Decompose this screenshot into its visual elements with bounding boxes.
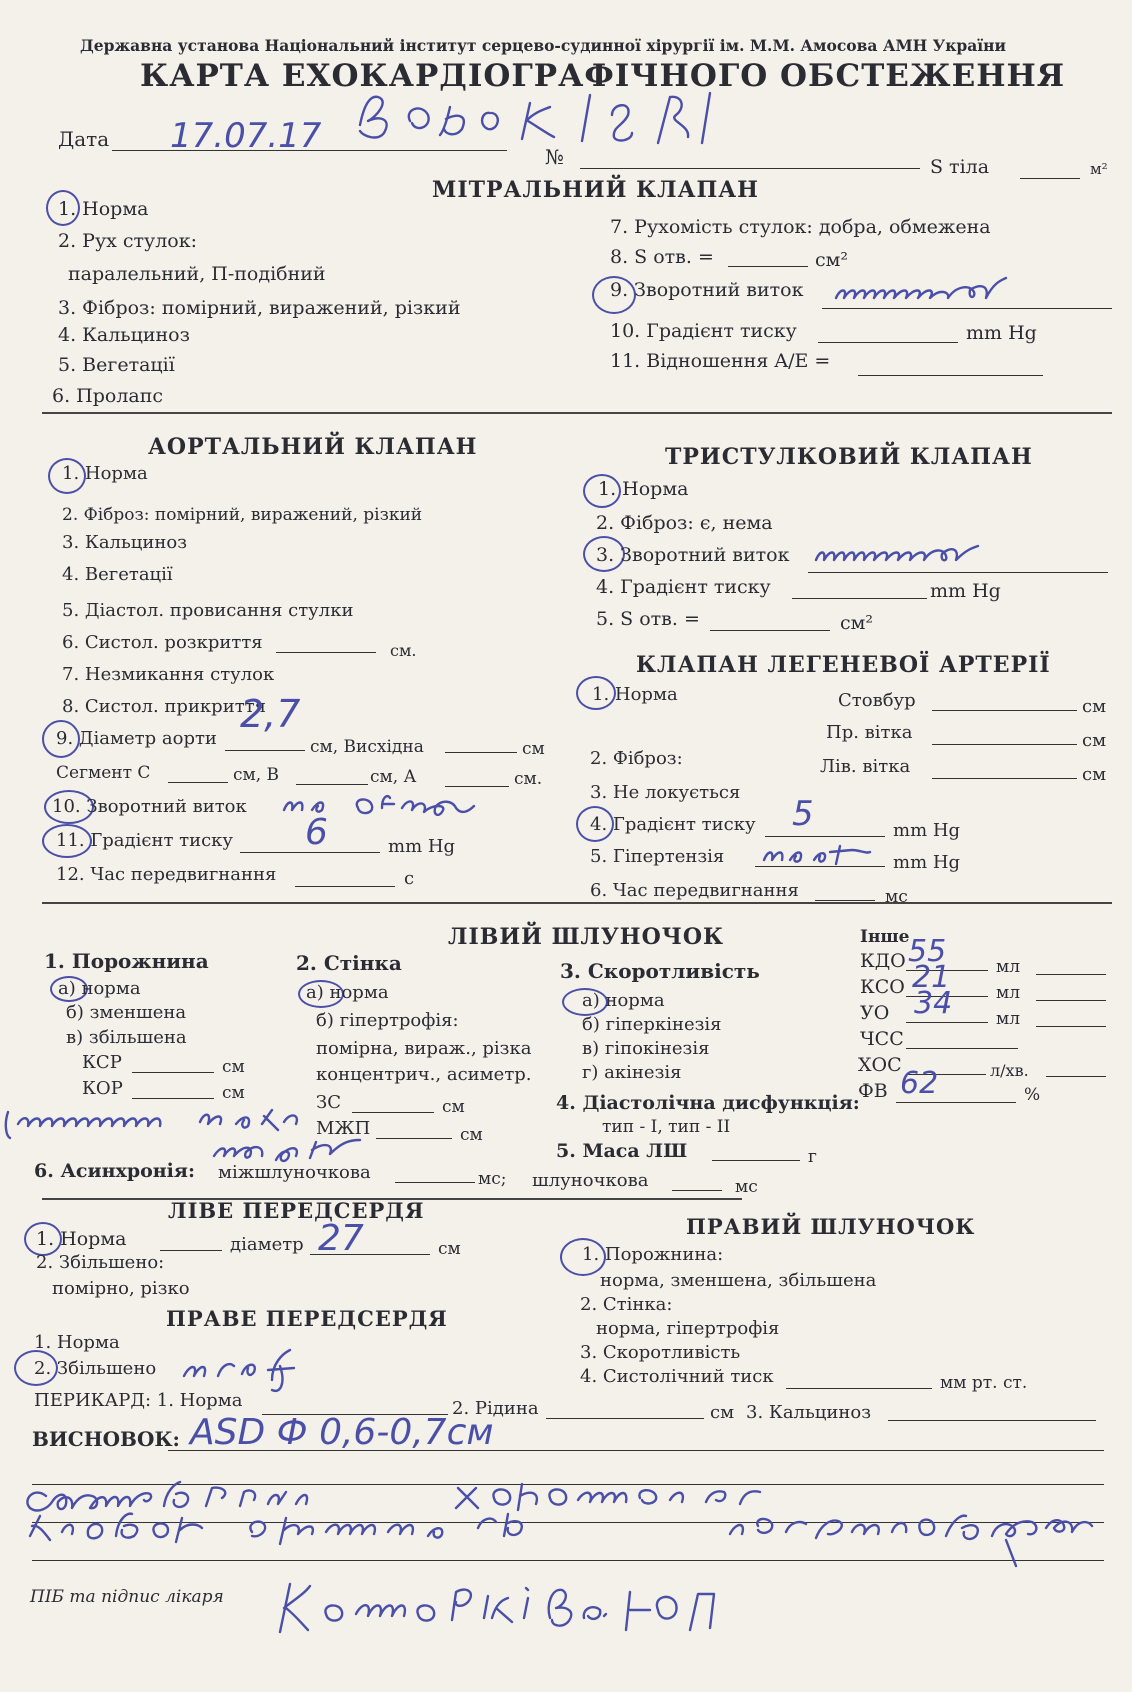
pulmonary-title: КЛАПАН ЛЕГЕНЕВОЇ АРТЕРІЇ — [636, 652, 1051, 678]
pericard-fluid-label: 2. Рідина — [452, 1398, 539, 1419]
lv-fv-value: 62 — [900, 1066, 939, 1101]
lv-kdo-label: КДО — [860, 950, 906, 972]
unit-label: л/хв. — [990, 1061, 1029, 1080]
lv-wall-normal: а) норма — [306, 982, 389, 1003]
rv-title: ПРАВИЙ ШЛУНОЧОК — [686, 1214, 976, 1239]
lv-asynchrony-inter: міжшлуночкова — [218, 1162, 371, 1183]
field-line — [132, 1072, 214, 1073]
handwritten-note — [810, 536, 1040, 572]
lv-cavity-normal: а) норма — [58, 978, 141, 999]
pulmonary-item-5: 5. Гіпертензія — [590, 846, 725, 867]
form-title: КАРТА ЕХОКАРДІОГРАФІЧНОГО ОБСТЕЖЕННЯ — [140, 58, 1066, 94]
lv-contractility-hypo: в) гіпокінезія — [582, 1038, 710, 1059]
doctor-signature-label: ПІБ та підпис лікаря — [30, 1587, 224, 1607]
field-line — [168, 782, 228, 783]
mitral-item-9: 9. Зворотний виток — [610, 279, 804, 301]
lv-uo-value: 34 — [914, 986, 953, 1021]
field-line — [1036, 974, 1106, 975]
unit-label: см — [710, 1402, 735, 1423]
lv-mzhp-label: МЖП — [316, 1118, 371, 1139]
field-line — [445, 752, 517, 753]
field-line — [310, 1254, 430, 1255]
field-line — [858, 375, 1043, 376]
field-line — [888, 1420, 1096, 1421]
field-line — [815, 900, 875, 901]
aortic-diameter-value: 2,7 — [240, 692, 301, 736]
field-line — [160, 1250, 222, 1251]
field-line — [546, 1418, 704, 1419]
field-line — [672, 1190, 722, 1191]
unit-label: mm Hg — [388, 836, 456, 857]
unit-label: мл — [996, 1009, 1021, 1029]
la-item-2-options: помірно, різко — [52, 1278, 190, 1299]
unit-label: % — [1024, 1085, 1041, 1105]
aortic-item-11: 11. Градієнт тиску — [56, 830, 233, 851]
field-line — [808, 572, 1108, 573]
unit-label: см — [1082, 764, 1107, 785]
field-line — [728, 266, 808, 267]
aortic-item-2: 2. Фіброз: помірний, виражений, різкий — [62, 505, 423, 525]
unit-label: г — [808, 1147, 817, 1167]
unit-label: мл — [996, 983, 1021, 1003]
handwritten-conclusion-text — [16, 1470, 1132, 1580]
unit-label: см — [442, 1097, 465, 1117]
lv-kor-label: КОР — [82, 1078, 123, 1099]
section-divider — [42, 902, 1112, 904]
mitral-item-10: 10. Градієнт тиску — [610, 320, 797, 342]
selection-circle — [46, 190, 80, 226]
ra-item-1: 1. Норма — [34, 1332, 120, 1353]
handwritten-patient-name — [350, 85, 740, 150]
field-line — [1036, 1000, 1106, 1001]
unit-label: см — [1082, 730, 1107, 751]
tricuspid-item-1: 1. Норма — [598, 478, 689, 500]
rv-item-3: 3. Скоротливість — [580, 1342, 741, 1363]
field-line — [240, 852, 380, 853]
la-diameter-label: діаметр — [230, 1234, 304, 1255]
field-line — [932, 778, 1077, 779]
field-line — [1036, 1026, 1106, 1027]
la-item-2: 2. Збільшено: — [36, 1252, 165, 1273]
section-divider — [42, 412, 1112, 414]
lv-contractility-heading: 3. Скоротливість — [560, 959, 760, 983]
lv-contractility-akinesia: г) акінезія — [582, 1062, 682, 1083]
lv-wall-heading: 2. Стінка — [296, 951, 402, 975]
conclusion-label: ВИСНОВОК: — [32, 1427, 180, 1451]
pericard-calcinosis-label: 3. Кальциноз — [746, 1402, 872, 1423]
tricuspid-item-3: 3. Зворотний виток — [596, 544, 790, 566]
mitral-item-6: 6. Пролапс — [52, 385, 164, 407]
aortic-item-10: 10. Зворотний виток — [52, 796, 247, 817]
tricuspid-item-4: 4. Градієнт тиску — [596, 576, 771, 598]
pericard-label: ПЕРИКАРД: 1. Норма — [34, 1390, 243, 1411]
lv-wall-hypertrophy-degree: помірна, вираж., різка — [316, 1038, 532, 1059]
field-line — [710, 630, 830, 631]
mitral-item-4: 4. Кальциноз — [58, 324, 190, 346]
lv-uo-label: УО — [860, 1002, 890, 1024]
unit-label: см² — [840, 612, 874, 634]
field-line — [1046, 1076, 1106, 1077]
rv-item-1-options: норма, зменшена, збільшена — [600, 1270, 877, 1291]
lv-chss-label: ЧСС — [860, 1028, 904, 1050]
unit-label: мс — [885, 887, 908, 907]
lv-mass-label: 5. Маса ЛШ — [556, 1140, 688, 1162]
handwritten-note — [830, 270, 1050, 310]
institution-name: Державна установа Національний інститут серцево-судинної хірургії ім. М.М. Амосова АМН України — [80, 36, 1007, 55]
aortic-item-3: 3. Кальциноз — [62, 532, 188, 553]
aortic-segment-label: Сегмент С — [56, 763, 151, 783]
unit-label: см — [460, 1125, 483, 1145]
body-surface-unit: м² — [1090, 160, 1108, 178]
tricuspid-title: ТРИСТУЛКОВИЙ КЛАПАН — [665, 444, 1033, 470]
tricuspid-item-2: 2. Фіброз: є, нема — [596, 512, 773, 534]
unit-label: мм рт. ст. — [940, 1373, 1028, 1393]
pulmonary-item-2: 2. Фіброз: — [590, 748, 683, 769]
unit-label: mm Hg — [966, 322, 1037, 344]
aortic-item-8: 8. Систол. прикриття — [62, 696, 266, 717]
mitral-title: МІТРАЛЬНИЙ КЛАПАН — [432, 177, 759, 203]
field-line — [712, 1160, 800, 1161]
ra-title: ПРАВЕ ПЕРЕДСЕРДЯ — [166, 1306, 448, 1331]
lv-diastolic-type: тип - I, тип - II — [602, 1117, 731, 1137]
mitral-item-7: 7. Рухомість стулок: добра, обмежена — [610, 216, 991, 238]
unit-label: см — [222, 1083, 245, 1103]
field-line — [276, 652, 376, 653]
date-value: 17.07.17 — [170, 116, 322, 156]
field-line — [932, 744, 1077, 745]
pulmonary-item-6: 6. Час передвигнання — [590, 880, 799, 901]
lv-cavity-heading: 1. Порожнина — [44, 949, 209, 973]
rv-item-1: 1. Порожнина: — [582, 1244, 724, 1265]
aortic-item-9: 9. Діаметр аорти — [56, 728, 217, 749]
unit-label: см — [1082, 696, 1107, 717]
unit-label: mm Hg — [893, 820, 961, 841]
unit-label: см, В — [233, 765, 280, 785]
conclusion-value: ASD Ф 0,6-0,7см — [190, 1412, 494, 1453]
mitral-item-8: 8. S отв. = — [610, 246, 714, 268]
pulmonary-item-1: 1. Норма — [592, 684, 678, 705]
field-line — [168, 1450, 1104, 1451]
mitral-item-2-options: паралельний, П-подібний — [68, 263, 326, 285]
aortic-item-5: 5. Діастол. провисання стулки — [62, 600, 354, 621]
unit-label: mm Hg — [893, 852, 961, 873]
lv-title: ЛІВИЙ ШЛУНОЧОК — [448, 924, 724, 950]
number-line — [580, 168, 920, 169]
body-surface-line — [1020, 178, 1080, 179]
la-item-1: 1. Норма — [36, 1228, 127, 1250]
lv-kso-label: КСО — [860, 976, 905, 998]
field-line — [755, 866, 885, 867]
lv-wall-hypertrophy-type: концентрич., асиметр. — [316, 1064, 532, 1085]
la-diameter-value: 27 — [318, 1218, 364, 1259]
aortic-item-1: 1. Норма — [62, 463, 148, 484]
lv-contractility-normal: а) норма — [582, 990, 665, 1011]
pulmonary-gradient-value: 5 — [792, 794, 814, 834]
rv-item-4: 4. Систолічний тиск — [580, 1366, 774, 1387]
mitral-item-1: 1. Норма — [58, 198, 149, 220]
la-title: ЛІВЕ ПЕРЕДСЕРДЯ — [168, 1198, 425, 1223]
lv-cavity-reduced: б) зменшена — [66, 1002, 187, 1023]
rv-item-2: 2. Стінка: — [580, 1294, 673, 1315]
pulmonary-right-branch-label: Пр. вітка — [826, 722, 913, 743]
lv-fv-label: ФВ — [858, 1080, 888, 1102]
tricuspid-item-5: 5. S отв. = — [596, 608, 700, 630]
unit-label: см — [522, 739, 545, 759]
aortic-gradient-value: 6 — [305, 812, 328, 853]
pulmonary-left-branch-label: Лів. вітка — [820, 756, 911, 777]
lv-asynchrony-label: 6. Асинхронія: — [34, 1160, 195, 1182]
pulmonary-item-4: 4. Градієнт тиску — [590, 814, 756, 835]
lv-diastolic-dysfunction: 4. Діастолічна дисфункція: — [556, 1092, 860, 1114]
aortic-title: АОРТАЛЬНИЙ КЛАПАН — [148, 434, 478, 460]
lv-ksr-label: КСР — [82, 1052, 122, 1073]
number-label: № — [545, 145, 564, 169]
field-line — [395, 1182, 475, 1183]
unit-label: мс — [735, 1177, 758, 1197]
lv-other-heading: Інше — [860, 927, 910, 947]
date-label: Дата — [58, 127, 110, 151]
field-line — [765, 836, 885, 837]
field-line — [906, 1048, 1018, 1049]
unit-label: см² — [815, 249, 849, 271]
ra-item-2: 2. Збільшено — [34, 1358, 157, 1379]
lv-kdo-value: 55 — [908, 934, 947, 969]
lv-wall-hypertrophy: б) гіпертрофія: — [316, 1010, 459, 1031]
mitral-item-11: 11. Відношення A/E = — [610, 350, 831, 372]
rv-item-2-options: норма, гіпертрофія — [596, 1318, 780, 1339]
aortic-item-12: 12. Час передвигнання — [56, 864, 277, 885]
field-line — [896, 1102, 1016, 1103]
field-line — [786, 1388, 932, 1389]
unit-label: см. — [514, 769, 543, 789]
lv-kso-value: 21 — [912, 960, 951, 995]
aortic-item-7: 7. Незмикання стулок — [62, 664, 275, 685]
unit-label: с — [404, 868, 415, 889]
field-line — [225, 750, 305, 751]
field-line — [792, 598, 927, 599]
lv-contractility-hyper: б) гіперкінезія — [582, 1014, 722, 1035]
handwritten-doctor-signature — [270, 1570, 740, 1642]
mitral-item-3: 3. Фіброз: помірний, виражений, різкий — [58, 297, 461, 319]
lv-cavity-enlarged: в) збільшена — [66, 1027, 187, 1048]
lv-khos-label: ХОС — [858, 1054, 902, 1076]
aortic-item-6: 6. Систол. розкриття — [62, 632, 263, 653]
aortic-item-4: 4. Вегетації — [62, 564, 173, 585]
unit-label: см. — [390, 641, 417, 660]
unit-label: см, Висхідна — [310, 737, 424, 757]
unit-label: см — [222, 1057, 245, 1077]
pulmonary-trunk-label: Стовбур — [838, 690, 916, 711]
mitral-item-5: 5. Вегетації — [58, 354, 175, 376]
unit-label: мс; — [478, 1169, 507, 1189]
pulmonary-item-3: 3. Не локується — [590, 782, 741, 803]
field-line — [906, 1022, 988, 1023]
field-line — [818, 342, 958, 343]
field-line — [295, 886, 395, 887]
unit-label: mm Hg — [930, 580, 1001, 602]
body-surface-label: S тіла — [930, 156, 990, 178]
mitral-item-2: 2. Рух стулок: — [58, 230, 198, 252]
lv-asynchrony-intra: шлуночкова — [532, 1170, 649, 1191]
field-line — [932, 710, 1077, 711]
unit-label: см — [438, 1239, 461, 1259]
unit-label: мл — [996, 957, 1021, 977]
unit-label: см, А — [370, 767, 417, 787]
lv-zs-label: ЗС — [316, 1092, 341, 1113]
